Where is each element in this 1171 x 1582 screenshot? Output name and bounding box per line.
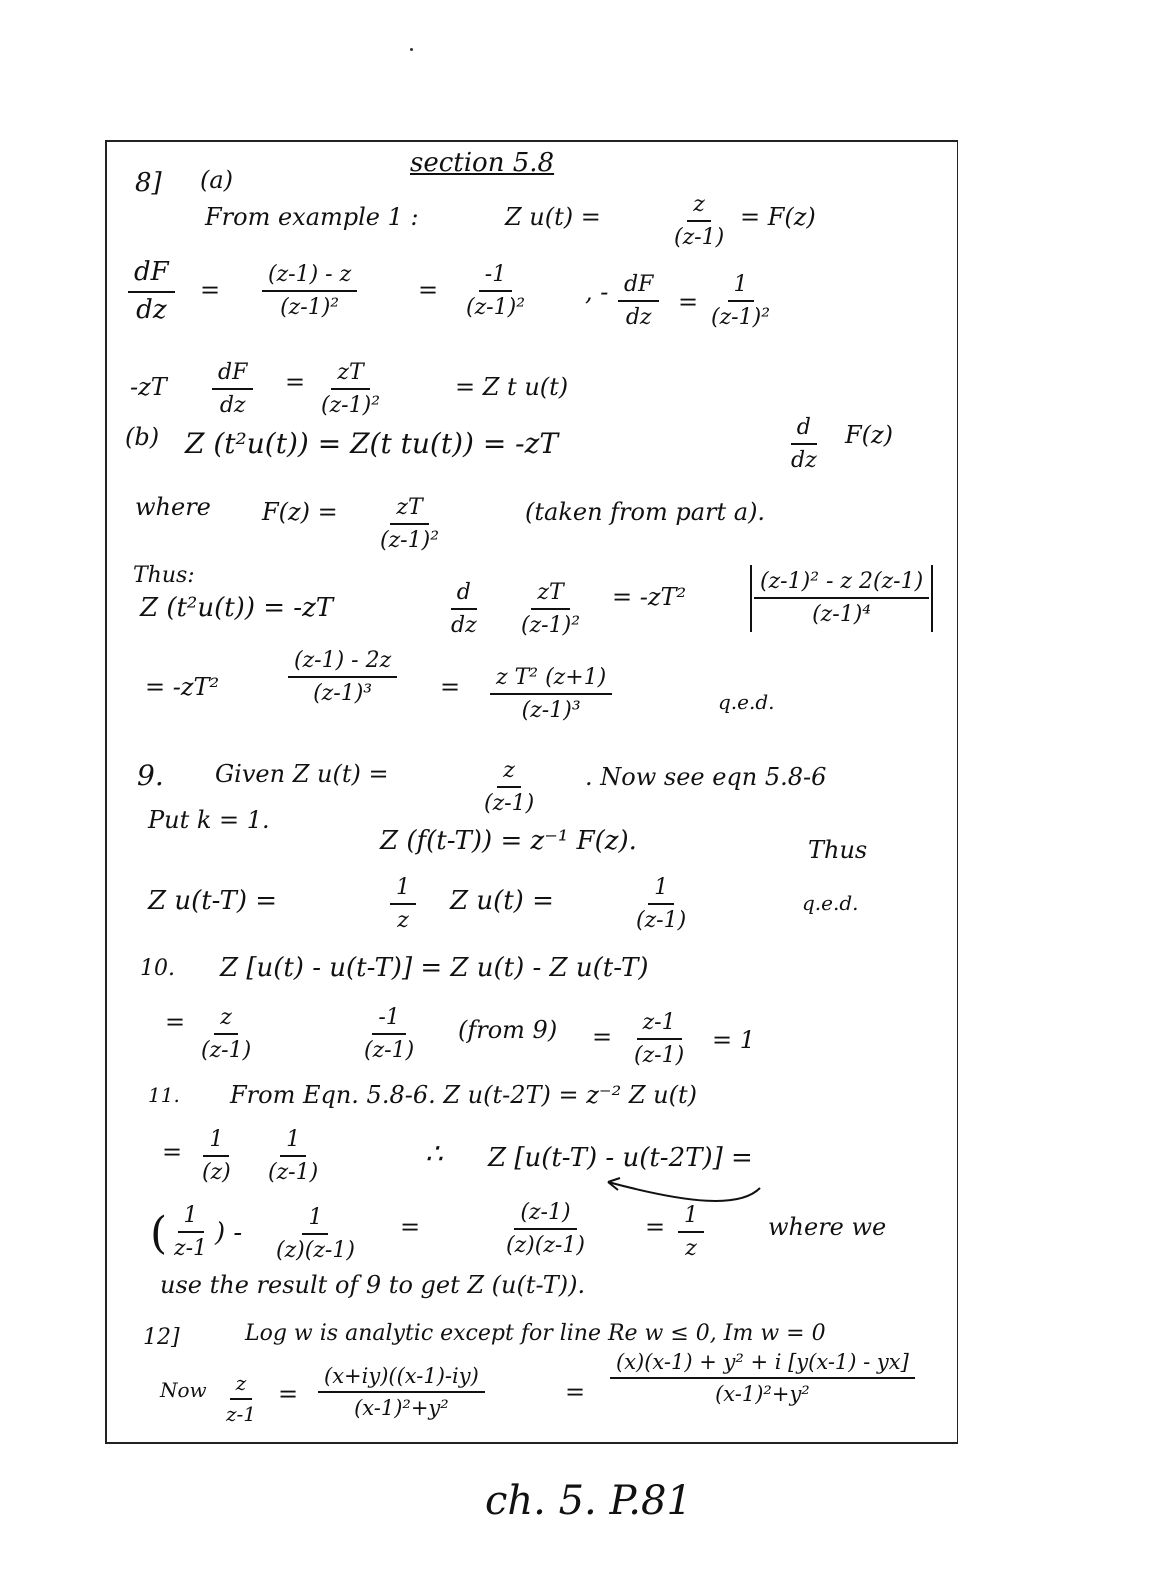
denominator: (z-1)²	[466, 295, 526, 321]
p8-line5-fz: F(z) =	[262, 498, 338, 526]
denominator: z-1	[174, 1236, 208, 1262]
p8-line1-eq: = F(z)	[740, 203, 816, 231]
p9-qed: q.e.d.	[802, 891, 859, 915]
numerator: z	[497, 758, 521, 788]
numerator: z T² (z+1)	[490, 665, 612, 695]
curved-arrow-icon	[590, 1168, 770, 1208]
open-paren: (	[150, 1208, 168, 1259]
numerator: (z-1) - z	[262, 262, 357, 292]
numerator: (z-1)² - z 2(z-1)	[754, 569, 929, 599]
p8-line1-fraction	[668, 192, 730, 251]
numerator: z-1	[637, 1010, 682, 1040]
p8-qed: q.e.d.	[718, 690, 775, 714]
p12-line2-fraction-3	[610, 1350, 915, 1406]
p8-line4: Z (t²u(t)) = Z(t tu(t)) = -zT	[185, 427, 559, 460]
p8-thus: Thus:	[133, 563, 195, 588]
p11-line3-fraction-4	[678, 1203, 704, 1262]
numerator: dF	[618, 272, 659, 302]
numerator: 1	[178, 1203, 204, 1233]
numerator: -1	[479, 262, 512, 292]
denominator: dz	[625, 305, 652, 331]
numerator: dF	[128, 258, 175, 293]
numerator: zT	[531, 580, 569, 610]
denominator: dz	[136, 294, 167, 325]
p11-line3-fraction-3	[500, 1200, 591, 1259]
numerator: 1	[648, 875, 674, 905]
denominator: (z-1)⁴	[812, 602, 872, 628]
p12-now: Now	[160, 1378, 207, 1402]
p12-line1: Log w is analytic except for line Re w ≤ 0, Im w = 0	[245, 1321, 826, 1346]
p8-line1-rhs: Z u(t) =	[505, 203, 601, 231]
p8-line8-pre: = -zT²	[145, 673, 220, 701]
p8-line7: Z (t²u(t)) = -zT	[140, 593, 334, 623]
problem-11-label: 11.	[148, 1083, 180, 1107]
equals-sign: =	[418, 276, 439, 304]
denominator: dz	[219, 393, 246, 419]
p9-put: Put k = 1.	[148, 806, 270, 834]
p11-line2-rhs: Z [u(t-T) - u(t-2T)] =	[488, 1143, 753, 1173]
equals-sign: =	[440, 673, 461, 701]
p8-line7-fraction-2	[515, 580, 586, 639]
p8-line1-text: From example 1 :	[205, 203, 419, 231]
section-title: section 5.8	[410, 148, 555, 178]
close-paren-minus: ) -	[215, 1218, 243, 1248]
p8-line2-fraction-3	[618, 272, 659, 331]
denominator: (z)	[202, 1160, 231, 1186]
denominator: (z-1)	[201, 1038, 252, 1064]
numerator: (x)(x-1) + y² + i [y(x-1) - yx]	[610, 1350, 915, 1379]
denominator: (z-1)²	[321, 393, 381, 419]
numerator: 1	[390, 875, 416, 905]
equals-sign: =	[678, 288, 699, 316]
equals-sign: =	[400, 1213, 421, 1241]
denominator: (z-1)	[484, 791, 535, 817]
denominator: (z-1)	[674, 225, 725, 251]
numerator: d	[451, 580, 477, 610]
equals-sign: =	[285, 368, 306, 396]
p8-line3-pre: -zT	[130, 373, 167, 401]
scan-speck	[410, 48, 413, 51]
p10-line2-fraction-2	[358, 1005, 420, 1064]
p11-where-we: where we	[768, 1213, 887, 1241]
p8-line2-fraction-4	[705, 272, 776, 331]
p8-line2-fraction-2	[460, 262, 531, 321]
p10-result: = 1	[712, 1026, 756, 1054]
p9-line1-rest: . Now see eqn 5.8-6	[585, 763, 827, 791]
p8-line8-fraction-2	[490, 665, 612, 724]
p8-line5-note: (taken from part a).	[525, 498, 766, 526]
p8-dF-dz	[128, 258, 175, 326]
numerator: 1	[280, 1127, 306, 1157]
p11-line1: From Eqn. 5.8-6. Z u(t-2T) = z⁻² Z u(t)	[230, 1081, 697, 1109]
problem-9-label: 9.	[137, 759, 164, 792]
equals-sign: =	[162, 1138, 183, 1166]
p8-line8-fraction-1	[288, 648, 397, 707]
p8-line2-fraction-1	[262, 262, 357, 321]
p9-line3-fraction-2	[630, 875, 692, 934]
denominator: z	[685, 1236, 697, 1262]
equals-sign: =	[645, 1213, 666, 1241]
p9-line1: Given Z u(t) =	[215, 760, 389, 788]
equals-sign: =	[165, 1008, 186, 1036]
denominator: z-1	[226, 1402, 257, 1426]
therefore-icon: ∴	[425, 1137, 443, 1170]
denominator: (z-1)	[636, 908, 687, 934]
page-footer-label: ch. 5. P.81	[485, 1478, 692, 1524]
p9-thus: Thus	[808, 836, 868, 864]
numerator: 1	[728, 272, 754, 302]
p8-where: where	[135, 493, 211, 521]
numerator: -1	[372, 1005, 405, 1035]
p12-line2-fraction-1	[220, 1372, 262, 1426]
p9-line3-lhs: Z u(t-T) =	[148, 886, 278, 916]
denominator: (x-1)²+y²	[715, 1382, 810, 1407]
denominator: (z)(z-1)	[276, 1238, 355, 1264]
p11-line3-fraction-1	[168, 1203, 213, 1262]
denominator: (z-1)²	[521, 613, 581, 639]
p11-line3-fraction-2	[270, 1205, 361, 1264]
denominator: (z-1)	[634, 1043, 685, 1069]
problem-8-label: 8]	[135, 168, 162, 198]
numerator: z	[230, 1372, 253, 1400]
problem-10-label: 10.	[140, 956, 175, 981]
numerator: zT	[331, 360, 369, 390]
numerator: 1	[678, 1203, 704, 1233]
numerator: z	[214, 1005, 238, 1035]
numerator: (z-1) - 2z	[288, 648, 397, 678]
numerator: (x+iy)((x-1)-iy)	[318, 1364, 485, 1393]
p8-line3-fraction-1	[212, 360, 253, 419]
p8-line7-fraction-1	[445, 580, 483, 639]
p8-line3-fraction-2	[315, 360, 386, 419]
numerator: zT	[390, 495, 428, 525]
denominator: dz	[791, 448, 817, 474]
denominator: (z-1)³	[313, 681, 373, 707]
p10-line2-fraction-1	[195, 1005, 257, 1064]
p9-line3-mid: Z u(t) =	[450, 886, 554, 916]
equals-sign: =	[200, 276, 221, 304]
p9-line2: Z (f(t-T)) = z⁻¹ F(z).	[380, 826, 637, 856]
p11-line4: use the result of 9 to get Z (u(t-T)).	[160, 1271, 586, 1299]
denominator: (z-1)	[268, 1160, 319, 1186]
denominator: (z-1)²	[711, 305, 771, 331]
denominator: (z-1)³	[521, 698, 581, 724]
equals-sign: =	[278, 1380, 299, 1408]
denominator: (x-1)²+y²	[354, 1396, 449, 1421]
p8-line4-end: F(z)	[845, 421, 894, 449]
denominator: (z-1)²	[380, 528, 440, 554]
p9-line1-fraction	[478, 758, 540, 817]
p11-line2-fraction-1	[196, 1127, 237, 1186]
numerator: 1	[203, 1127, 229, 1157]
denominator: (z-1)²	[280, 295, 340, 321]
numerator: d	[791, 415, 817, 445]
p8-line4-fraction	[785, 415, 823, 474]
denominator: (z-1)	[364, 1038, 415, 1064]
part-b-label: (b)	[125, 423, 160, 451]
part-a-label: (a)	[200, 166, 234, 194]
numerator: dF	[212, 360, 253, 390]
equals-sign: =	[592, 1023, 613, 1051]
p8-line5-fraction	[374, 495, 445, 554]
p10-line2-fraction-3	[628, 1010, 690, 1069]
numerator: 1	[302, 1205, 328, 1235]
p10-from: (from 9)	[458, 1016, 558, 1044]
equals-sign: =	[565, 1378, 586, 1406]
p8-line7-eq: = -zT²	[612, 583, 687, 611]
p10-line1: Z [u(t) - u(t-T)] = Z u(t) - Z u(t-T)	[220, 953, 649, 983]
denominator: (z)(z-1)	[506, 1233, 585, 1259]
separator: , -	[585, 278, 609, 306]
p8-line7-bracketed-fraction	[750, 565, 933, 632]
p11-line2-fraction-2	[262, 1127, 324, 1186]
p8-line3-rhs: = Z t u(t)	[455, 373, 569, 401]
denominator: z	[397, 908, 409, 934]
p9-line3-fraction-1	[390, 875, 416, 934]
denominator: dz	[451, 613, 477, 639]
p12-line2-fraction-2	[318, 1364, 485, 1420]
problem-12-label: 12]	[143, 1325, 180, 1350]
numerator: z	[687, 192, 711, 222]
numerator: (z-1)	[514, 1200, 576, 1230]
